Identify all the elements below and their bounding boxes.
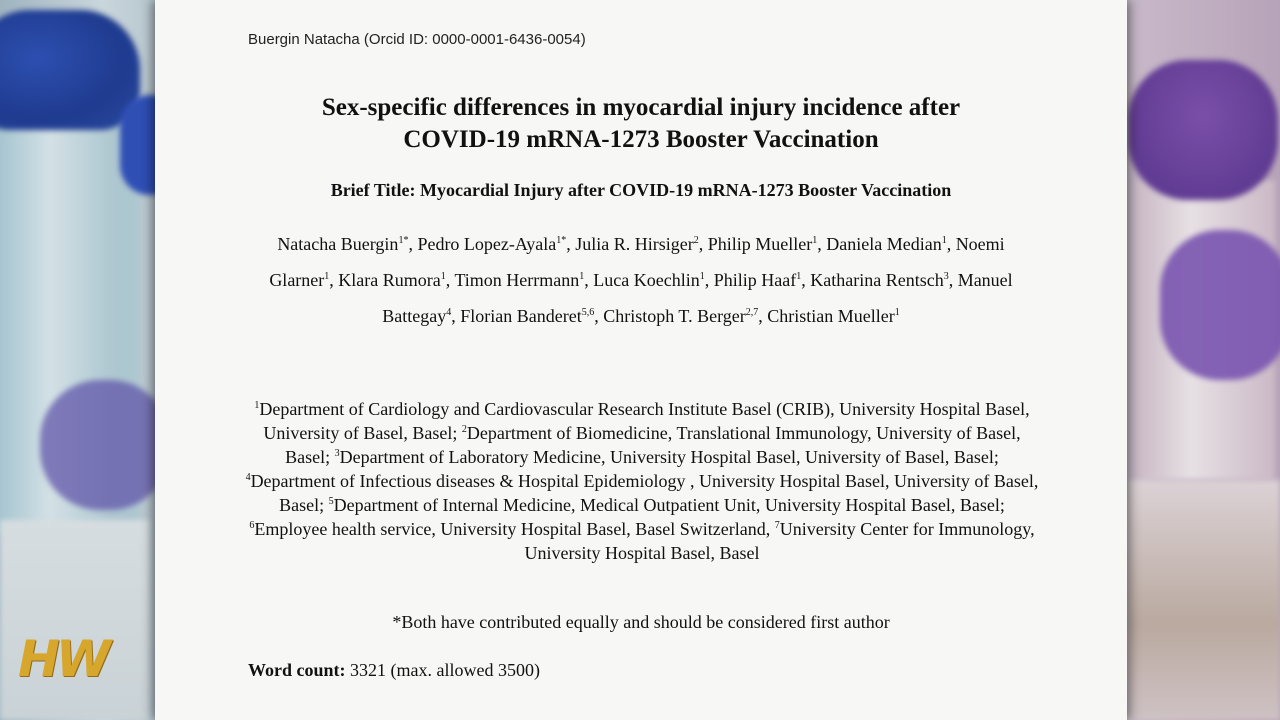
author — [593, 270, 704, 290]
author-list: Natacha Buergin$^{1*}$, Pedro Lopez-Ayala$^{1*}$, Julia R. Hirsiger$^2$, Philip Mueller$^1$, Daniela Median$^1$, Noemi Glarner$^1$, Klara Rumora$^1$, Timon Herrmann$^1$, Luca Koechlin$^1$, Philip Haaf$^1$, Katharina Rentsch$^3$, Manuel Battegay$^4$, Florian Banderet$^{5,6}$, Christoph T. Berger$^{2,7}$, Christian Mueller$^1$ — [269, 234, 1013, 326]
background-vial — [1128, 480, 1280, 720]
background-vial-cap — [0, 10, 140, 130]
affiliation-text: Department of Laboratory Medicine, University Hospital Basel, University of Basel, Basel; — [339, 447, 999, 467]
affiliation-list — [245, 397, 1039, 565]
affiliation-marker: 3 — [334, 448, 340, 459]
author-name: Christian Mueller — [767, 306, 895, 326]
author — [767, 306, 899, 326]
equal-contribution-note: *Both have contributed equally and should be considered first author — [392, 612, 890, 632]
affiliation-marker: 4 — [245, 472, 251, 483]
affiliation-text: Employee health service, University Hospital Basel, Basel Switzerland, — [254, 519, 775, 539]
author-name: Manuel Battegay — [382, 270, 1013, 326]
background-vial — [0, 520, 150, 720]
word-count-value: 3321 (max. allowed 3500) — [345, 660, 540, 680]
author-name: Timon Herrmann — [454, 270, 580, 290]
author — [454, 270, 584, 290]
orcid-line: Buergin Natacha (Orcid ID: 0000-0001-6436-0054) — [248, 31, 586, 48]
affiliation-marker: 7 — [774, 520, 780, 531]
affiliation-text: Department of Biomedicine, Translational Immunology, University of Basel, Basel; — [285, 423, 1021, 467]
paper-title — [195, 92, 1087, 156]
affiliation-text: Department of Cardiology and Cardiovascular Research Institute Basel (CRIB), University Hospital Basel, University of Basel, Basel; — [259, 399, 1030, 443]
author-name: Luca Koechlin — [593, 270, 700, 290]
affiliation-marker: 6 — [249, 520, 255, 531]
author-name: Noemi Glarner — [269, 234, 1005, 290]
author-affiliation-marker: 1 — [812, 235, 818, 246]
word-count-label: Word count: — [248, 660, 346, 680]
affiliation-text: Department of Internal Medicine, Medical Outpatient Unit, University Hospital Basel, Basel; — [333, 495, 1005, 515]
author — [460, 306, 594, 326]
background-vial-cap — [1160, 230, 1280, 380]
author — [826, 234, 946, 254]
author-name: Florian Banderet — [460, 306, 582, 326]
affiliation-marker: 1 — [254, 400, 260, 411]
title-line-1: Sex-specific differences in myocardial injury incidence after — [321, 94, 961, 121]
title-line-2: COVID-19 mRNA-1273 Booster Vaccination — [403, 126, 879, 153]
brief-title: Brief Title: Myocardial Injury after COVID-19 mRNA-1273 Booster Vaccination — [330, 180, 952, 200]
author-name: Katharina Rentsch — [810, 270, 944, 290]
author — [277, 234, 408, 254]
background-vial-cap — [40, 380, 170, 510]
affiliation-text: Department of Infectious diseases & Hospital Epidemiology , University Hospital Basel, University of Basel, Basel; — [250, 471, 1039, 515]
paper-page — [155, 0, 1127, 720]
author-affiliation-marker: 1 — [440, 271, 446, 282]
author-affiliation-marker: 1 — [324, 271, 330, 282]
author-affiliation-marker: 4 — [446, 307, 452, 318]
author-name: Christoph T. Berger — [603, 306, 746, 326]
affiliation-marker: 2 — [461, 424, 467, 435]
author — [714, 270, 802, 290]
author-affiliation-marker: 3 — [943, 271, 949, 282]
author-affiliation-marker: 1 — [699, 271, 705, 282]
affiliation-text: University Center for Immunology, University Hospital Basel, Basel — [524, 519, 1035, 563]
author — [603, 306, 758, 326]
author-name: Daniela Median — [826, 234, 942, 254]
author-name: Pedro Lopez-Ayala — [417, 234, 557, 254]
author-affiliation-marker: 1* — [398, 235, 409, 246]
channel-logo: HW — [18, 630, 107, 688]
author — [575, 234, 699, 254]
word-count — [248, 660, 540, 681]
author-affiliation-marker: 5,6 — [581, 307, 595, 318]
author-affiliation-marker: 2,7 — [745, 307, 759, 318]
author-affiliation-marker: 1 — [941, 235, 947, 246]
author-name: Natacha Buergin — [277, 234, 399, 254]
author — [417, 234, 566, 254]
author-affiliation-marker: 1 — [894, 307, 900, 318]
author-affiliation-marker: 2 — [693, 235, 699, 246]
background-vial-cap — [1128, 60, 1278, 200]
affiliation-marker: 5 — [328, 496, 334, 507]
author-name: Klara Rumora — [338, 270, 441, 290]
author-affiliation-marker: 1* — [556, 235, 567, 246]
author — [708, 234, 818, 254]
author-affiliation-marker: 1 — [796, 271, 802, 282]
author — [810, 270, 948, 290]
author-name: Philip Haaf — [713, 270, 797, 290]
author-affiliation-marker: 1 — [579, 271, 585, 282]
author — [338, 270, 445, 290]
author-name: Philip Mueller — [707, 234, 813, 254]
author-name: Julia R. Hirsiger — [575, 234, 694, 254]
